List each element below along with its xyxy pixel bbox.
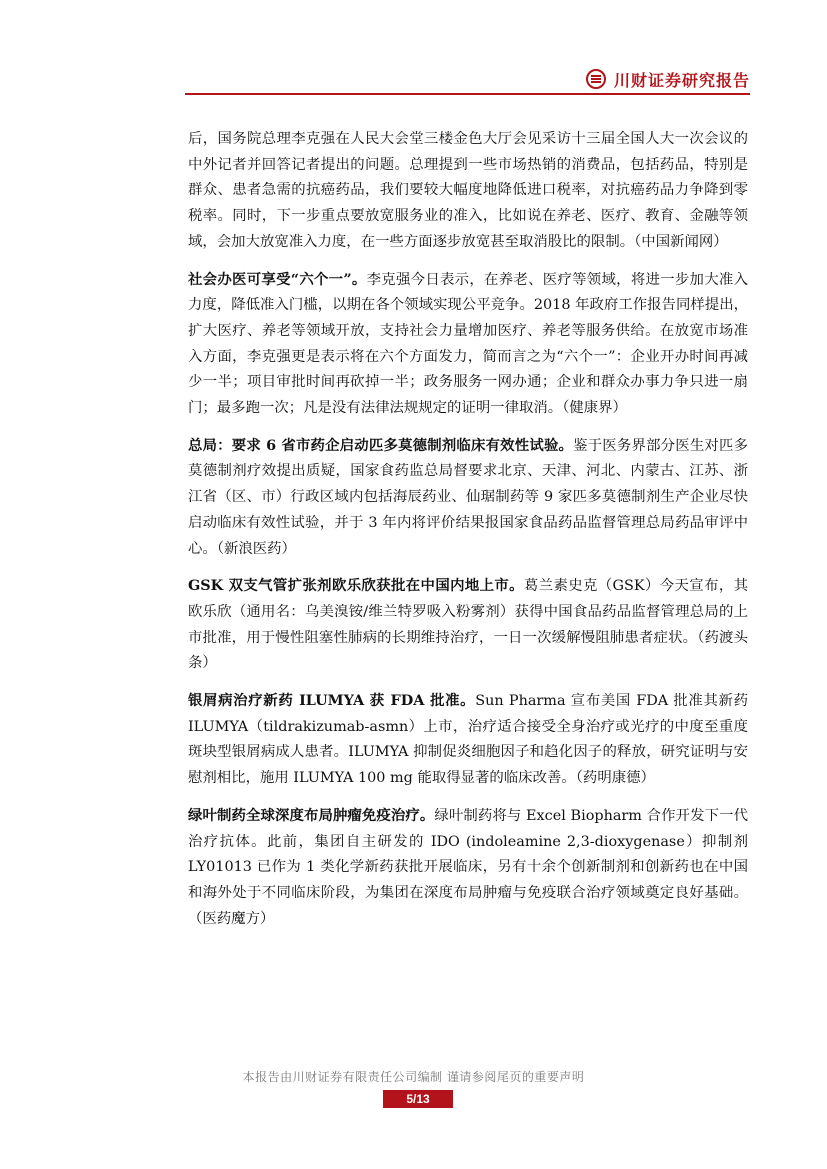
paragraph-lead: 银屑病治疗新药 ILUMYA 获 FDA 批准。 xyxy=(188,692,476,710)
page-header xyxy=(185,66,750,94)
paragraph-lead: 社会办医可享受“六个一”。 xyxy=(188,270,367,288)
paragraph-text: 葛兰素史克（GSK）今天宣布，其欧乐欣（通用名：乌美溴铵/维兰特罗吸入粉雾剂）获得中国食品药品监督管理总局的上市批准，用于慢性阻塞性肺病的长期维持治疗，一日一次缓解慢阻肺患者症状。（药渡头条） xyxy=(188,578,748,672)
paragraph xyxy=(188,267,748,422)
paragraph-text: 后，国务院总理李克强在人民大会堂三楼金色大厅会见采访十三届全国人大一次会议的中外记者并回答记者提出的问题。总理提到一些市场热销的消费品，包括药品，特别是群众、患者急需的抗癌药品，我们要较大幅度地降低进口税率，对抗癌药品力争降到零税率。同时，下一步重点要放宽服务业的准入，比如说在养老、医疗、教育、金融等领域，会加大放宽准入力度，在一些方面逐步放宽甚至取消股比的限制。（中国新闻网） xyxy=(188,131,748,250)
paragraph-text: Sun Pharma 宣布美国 FDA 批准其新药 ILUMYA（tildrakizumab-asmn）上市，治疗适合接受全身治疗或光疗的中度至重度斑块型银屑病成人患者。ILUMYA 抑制促炎细胞因子和趋化因子的释放，研究证明与安慰剂相比，施用 ILUMYA 100 mg 能取得显著的临床改善。（药明康德） xyxy=(188,693,748,787)
paragraph xyxy=(188,126,748,256)
paragraph xyxy=(188,688,748,792)
footer-disclaimer: 本报告由川财证券有限责任公司编制 谨请参阅尾页的重要声明 xyxy=(242,1070,585,1084)
paragraph-text: 绿叶制药将与 Excel Biopharm 合作开发下一代治疗抗体。此前，集团自主研发的 IDO (indoleamine 2,3-dioxygenase）抑制剂 LY01013 已作为 1 类化学新药获批开展临床，另有十余个创新制剂和创新药也在中国和海外处于不同临床阶段，为集团在深度布局肿瘤与免疫联合治疗领域奠定良好基础。（医药魔方） xyxy=(188,807,748,927)
brand xyxy=(586,66,750,92)
paragraph-text: 李克强今日表示，在养老、医疗等领域，将进一步加大准入力度，降低准入门槛，以期在各个领域实现公平竞争。2018 年政府工作报告同样提出，扩大医疗、养老等领域开放，支持社会力量增加医疗、养老等服务供给。在放宽市场准入方面，李克强更是表示将在六个方面发力，简而言之为“六个一”：企业开办时间再减少一半；项目审批时间再砍掉一半；政务服务一网办通；企业和群众办事力争只进一扇门；最多跑一次；凡是没有法律法规规定的证明一律取消。（健康界） xyxy=(188,271,748,417)
header-divider xyxy=(185,93,750,95)
article-body xyxy=(188,126,748,943)
brand-name: 川财证券研究报告 xyxy=(613,70,750,90)
paragraph-lead: GSK 双支气管扩张剂欧乐欣获批在中国内地上市。 xyxy=(188,577,524,595)
paragraph xyxy=(188,573,748,677)
paragraph xyxy=(188,433,748,563)
paragraph-text: 鉴于医务界部分医生对匹多莫德制剂疗效提出质疑，国家食药监总局督要求北京、天津、河北、内蒙古、江苏、浙江省（区、市）行政区域内包括海辰药业、仙琚制药等 9 家匹多莫德制剂生产企业尽快启动临床有效性试验，并于 3 年内将评价结果报国家食品药品监督管理总局药品审评中心。（新浪医药） xyxy=(188,437,748,557)
chuancai-logo-icon xyxy=(586,69,606,89)
page-number: 5/13 xyxy=(383,1090,453,1108)
paragraph-lead: 总局：要求 6 省市药企启动匹多莫德制剂临床有效性试验。 xyxy=(188,436,574,454)
paragraph xyxy=(188,803,748,933)
paragraph-lead: 绿叶制药全球深度布局肿瘤免疫治疗。 xyxy=(188,806,435,824)
